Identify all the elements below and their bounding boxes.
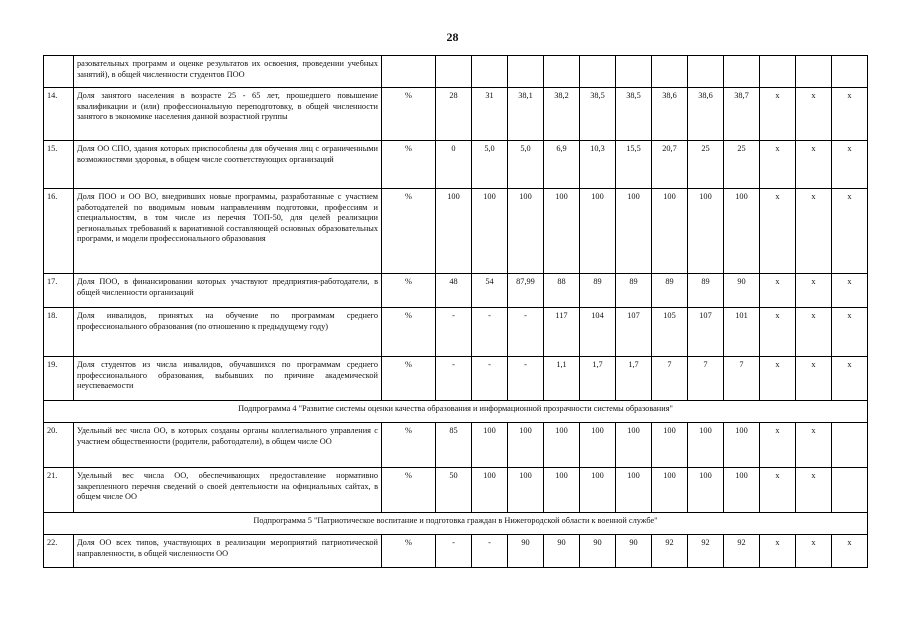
value-cell: 7 (724, 357, 760, 401)
value-cell: 50 (436, 468, 472, 513)
unit-cell: % (382, 468, 436, 513)
value-cell: x (760, 357, 796, 401)
value-cell: 25 (688, 141, 724, 189)
value-cell: 7 (688, 357, 724, 401)
value-cell: 100 (508, 423, 544, 468)
table-row (44, 141, 868, 189)
value-cell: 105 (652, 308, 688, 357)
value-cell: 89 (652, 274, 688, 308)
value-cell: x (832, 357, 868, 401)
indicator-description: Удельный вес числа ОО, обеспечивающих предоставление нормативно закрепленного перечня сведений о своей деятельности на официальных сайтах, в общем числе ОО (74, 468, 382, 513)
value-cell: 89 (580, 274, 616, 308)
value-cell: 100 (544, 468, 580, 513)
value-cell: x (796, 357, 832, 401)
value-cell: x (832, 274, 868, 308)
value-cell: 87,99 (508, 274, 544, 308)
value-cell: x (760, 308, 796, 357)
unit-cell: % (382, 308, 436, 357)
value-cell: - (472, 357, 508, 401)
value-cell (724, 56, 760, 88)
value-cell: 90 (724, 274, 760, 308)
indicator-description: Доля ПОО и ОО ВО, внедривших новые программы, разработанные с участием работодателей по вводимым новым направлениям подготовки, профессиям и специальностям, в том числе из перечня ТОП-50, для целей реализации региональных требований к вариативной составляющей основных образовательных программ, и модели профессионального образования (74, 189, 382, 274)
value-cell: 100 (544, 189, 580, 274)
subprogram-header-row (44, 401, 868, 423)
value-cell: 5,0 (508, 141, 544, 189)
unit-cell (382, 56, 436, 88)
value-cell: 100 (508, 189, 544, 274)
value-cell: x (760, 535, 796, 568)
value-cell: 38,5 (580, 88, 616, 141)
indicator-description: Доля инвалидов, принятых на обучение по программам среднего профессионального образования (по отношению к предыдущему году) (74, 308, 382, 357)
value-cell: 100 (616, 189, 652, 274)
row-number: 14. (44, 88, 74, 141)
value-cell (472, 56, 508, 88)
table-row (44, 468, 868, 513)
value-cell: 1,1 (544, 357, 580, 401)
value-cell: - (508, 357, 544, 401)
value-cell: 89 (688, 274, 724, 308)
row-number: 21. (44, 468, 74, 513)
subprogram-title: Подпрограмма 5 "Патриотическое воспитание и подготовка граждан в Нижегородской области к военной службе" (44, 513, 868, 535)
value-cell: x (796, 423, 832, 468)
table-row (44, 308, 868, 357)
value-cell: x (760, 189, 796, 274)
value-cell: - (436, 308, 472, 357)
value-cell (832, 423, 868, 468)
value-cell: 100 (472, 468, 508, 513)
value-cell: 20,7 (652, 141, 688, 189)
subprogram-header-row (44, 513, 868, 535)
value-cell: 107 (688, 308, 724, 357)
value-cell (760, 56, 796, 88)
value-cell: x (796, 189, 832, 274)
value-cell: - (436, 357, 472, 401)
value-cell: x (832, 308, 868, 357)
value-cell (832, 468, 868, 513)
row-number: 18. (44, 308, 74, 357)
value-cell: x (796, 88, 832, 141)
table-row (44, 189, 868, 274)
value-cell: 90 (544, 535, 580, 568)
table-row (44, 56, 868, 88)
value-cell (580, 56, 616, 88)
value-cell: x (760, 141, 796, 189)
value-cell (796, 56, 832, 88)
indicators-table (43, 55, 868, 568)
value-cell: 38,6 (688, 88, 724, 141)
table-row (44, 274, 868, 308)
value-cell: 100 (688, 423, 724, 468)
value-cell: 92 (652, 535, 688, 568)
value-cell: 100 (616, 423, 652, 468)
value-cell: 38,5 (616, 88, 652, 141)
value-cell: 25 (724, 141, 760, 189)
value-cell: x (760, 88, 796, 141)
unit-cell: % (382, 189, 436, 274)
value-cell: - (472, 535, 508, 568)
value-cell: x (796, 274, 832, 308)
value-cell: 6,9 (544, 141, 580, 189)
page-number: 28 (446, 30, 459, 44)
value-cell (616, 56, 652, 88)
value-cell (436, 56, 472, 88)
unit-cell: % (382, 423, 436, 468)
value-cell: x (796, 308, 832, 357)
value-cell: x (760, 468, 796, 513)
value-cell: 92 (724, 535, 760, 568)
value-cell: 0 (436, 141, 472, 189)
indicator-description: Доля ОО всех типов, участвующих в реализации мероприятий патриотической направленности, в общей численности ОО (74, 535, 382, 568)
subprogram-title: Подпрограмма 4 "Развитие системы оценки качества образования и информационной прозрачности системы образования" (44, 401, 868, 423)
value-cell: 100 (724, 468, 760, 513)
value-cell: 90 (508, 535, 544, 568)
value-cell: 38,2 (544, 88, 580, 141)
value-cell: x (760, 274, 796, 308)
value-cell: 100 (688, 189, 724, 274)
unit-cell: % (382, 274, 436, 308)
value-cell: 100 (724, 423, 760, 468)
value-cell: 1,7 (580, 357, 616, 401)
table-body (44, 56, 868, 568)
value-cell: 5,0 (472, 141, 508, 189)
value-cell: - (472, 308, 508, 357)
indicator-description: разовательных программ и оценке результатов их освоения, проведении учебных занятий), в общей численности студентов ПОО (74, 56, 382, 88)
value-cell: 15,5 (616, 141, 652, 189)
row-number: 19. (44, 357, 74, 401)
value-cell: - (436, 535, 472, 568)
value-cell: 28 (436, 88, 472, 141)
value-cell: 54 (472, 274, 508, 308)
value-cell: x (796, 535, 832, 568)
unit-cell: % (382, 141, 436, 189)
value-cell: 38,7 (724, 88, 760, 141)
table-row (44, 357, 868, 401)
value-cell: 100 (472, 423, 508, 468)
value-cell: 10,3 (580, 141, 616, 189)
value-cell: 38,1 (508, 88, 544, 141)
value-cell: x (832, 535, 868, 568)
value-cell: 90 (580, 535, 616, 568)
value-cell: 100 (580, 468, 616, 513)
value-cell: 38,6 (652, 88, 688, 141)
value-cell: 89 (616, 274, 652, 308)
value-cell: 31 (472, 88, 508, 141)
row-number: 17. (44, 274, 74, 308)
value-cell (508, 56, 544, 88)
value-cell: 88 (544, 274, 580, 308)
value-cell: 85 (436, 423, 472, 468)
value-cell: 100 (616, 468, 652, 513)
value-cell: 1,7 (616, 357, 652, 401)
indicator-description: Доля студентов из числа инвалидов, обучавшихся по программам среднего профессионального образования, выбывших по причине академической неуспеваемости (74, 357, 382, 401)
value-cell: 104 (580, 308, 616, 357)
row-number: 22. (44, 535, 74, 568)
value-cell: 100 (652, 189, 688, 274)
value-cell: 100 (436, 189, 472, 274)
value-cell: 100 (472, 189, 508, 274)
row-number: 15. (44, 141, 74, 189)
value-cell: x (832, 189, 868, 274)
value-cell: 92 (688, 535, 724, 568)
value-cell: 48 (436, 274, 472, 308)
value-cell: 100 (652, 423, 688, 468)
value-cell (544, 56, 580, 88)
value-cell: 107 (616, 308, 652, 357)
value-cell: x (832, 141, 868, 189)
table-row (44, 535, 868, 568)
unit-cell: % (382, 535, 436, 568)
row-number: 20. (44, 423, 74, 468)
value-cell: 100 (544, 423, 580, 468)
value-cell: 117 (544, 308, 580, 357)
value-cell: - (508, 308, 544, 357)
table-row (44, 423, 868, 468)
value-cell: 100 (652, 468, 688, 513)
unit-cell: % (382, 88, 436, 141)
indicator-description: Доля ОО СПО, здания которых приспособлены для обучения лиц с ограниченными возможностями здоровья, в общем числе соответствующих организаций (74, 141, 382, 189)
indicator-description: Доля занятого населения в возрасте 25 - 65 лет, прошедшего повышение квалификации и (или) профессиональную переподготовку, в общей численности занятого в экономике населения данной возрастной группы (74, 88, 382, 141)
value-cell (652, 56, 688, 88)
value-cell: 100 (580, 423, 616, 468)
value-cell: 101 (724, 308, 760, 357)
value-cell: x (796, 141, 832, 189)
value-cell: 100 (508, 468, 544, 513)
value-cell: x (796, 468, 832, 513)
value-cell: 100 (688, 468, 724, 513)
value-cell: 100 (580, 189, 616, 274)
value-cell: 7 (652, 357, 688, 401)
row-number (44, 56, 74, 88)
value-cell (688, 56, 724, 88)
value-cell: 100 (724, 189, 760, 274)
indicator-description: Удельный вес числа ОО, в которых созданы органы коллегиального управления с участием общественности (родители, работодатели), в общем числе ОО (74, 423, 382, 468)
value-cell: x (760, 423, 796, 468)
row-number: 16. (44, 189, 74, 274)
indicator-description: Доля ПОО, в финансировании которых участвуют предприятия-работодатели, в общей численности организаций (74, 274, 382, 308)
value-cell: 90 (616, 535, 652, 568)
value-cell (832, 56, 868, 88)
value-cell: x (832, 88, 868, 141)
table-row (44, 88, 868, 141)
unit-cell: % (382, 357, 436, 401)
